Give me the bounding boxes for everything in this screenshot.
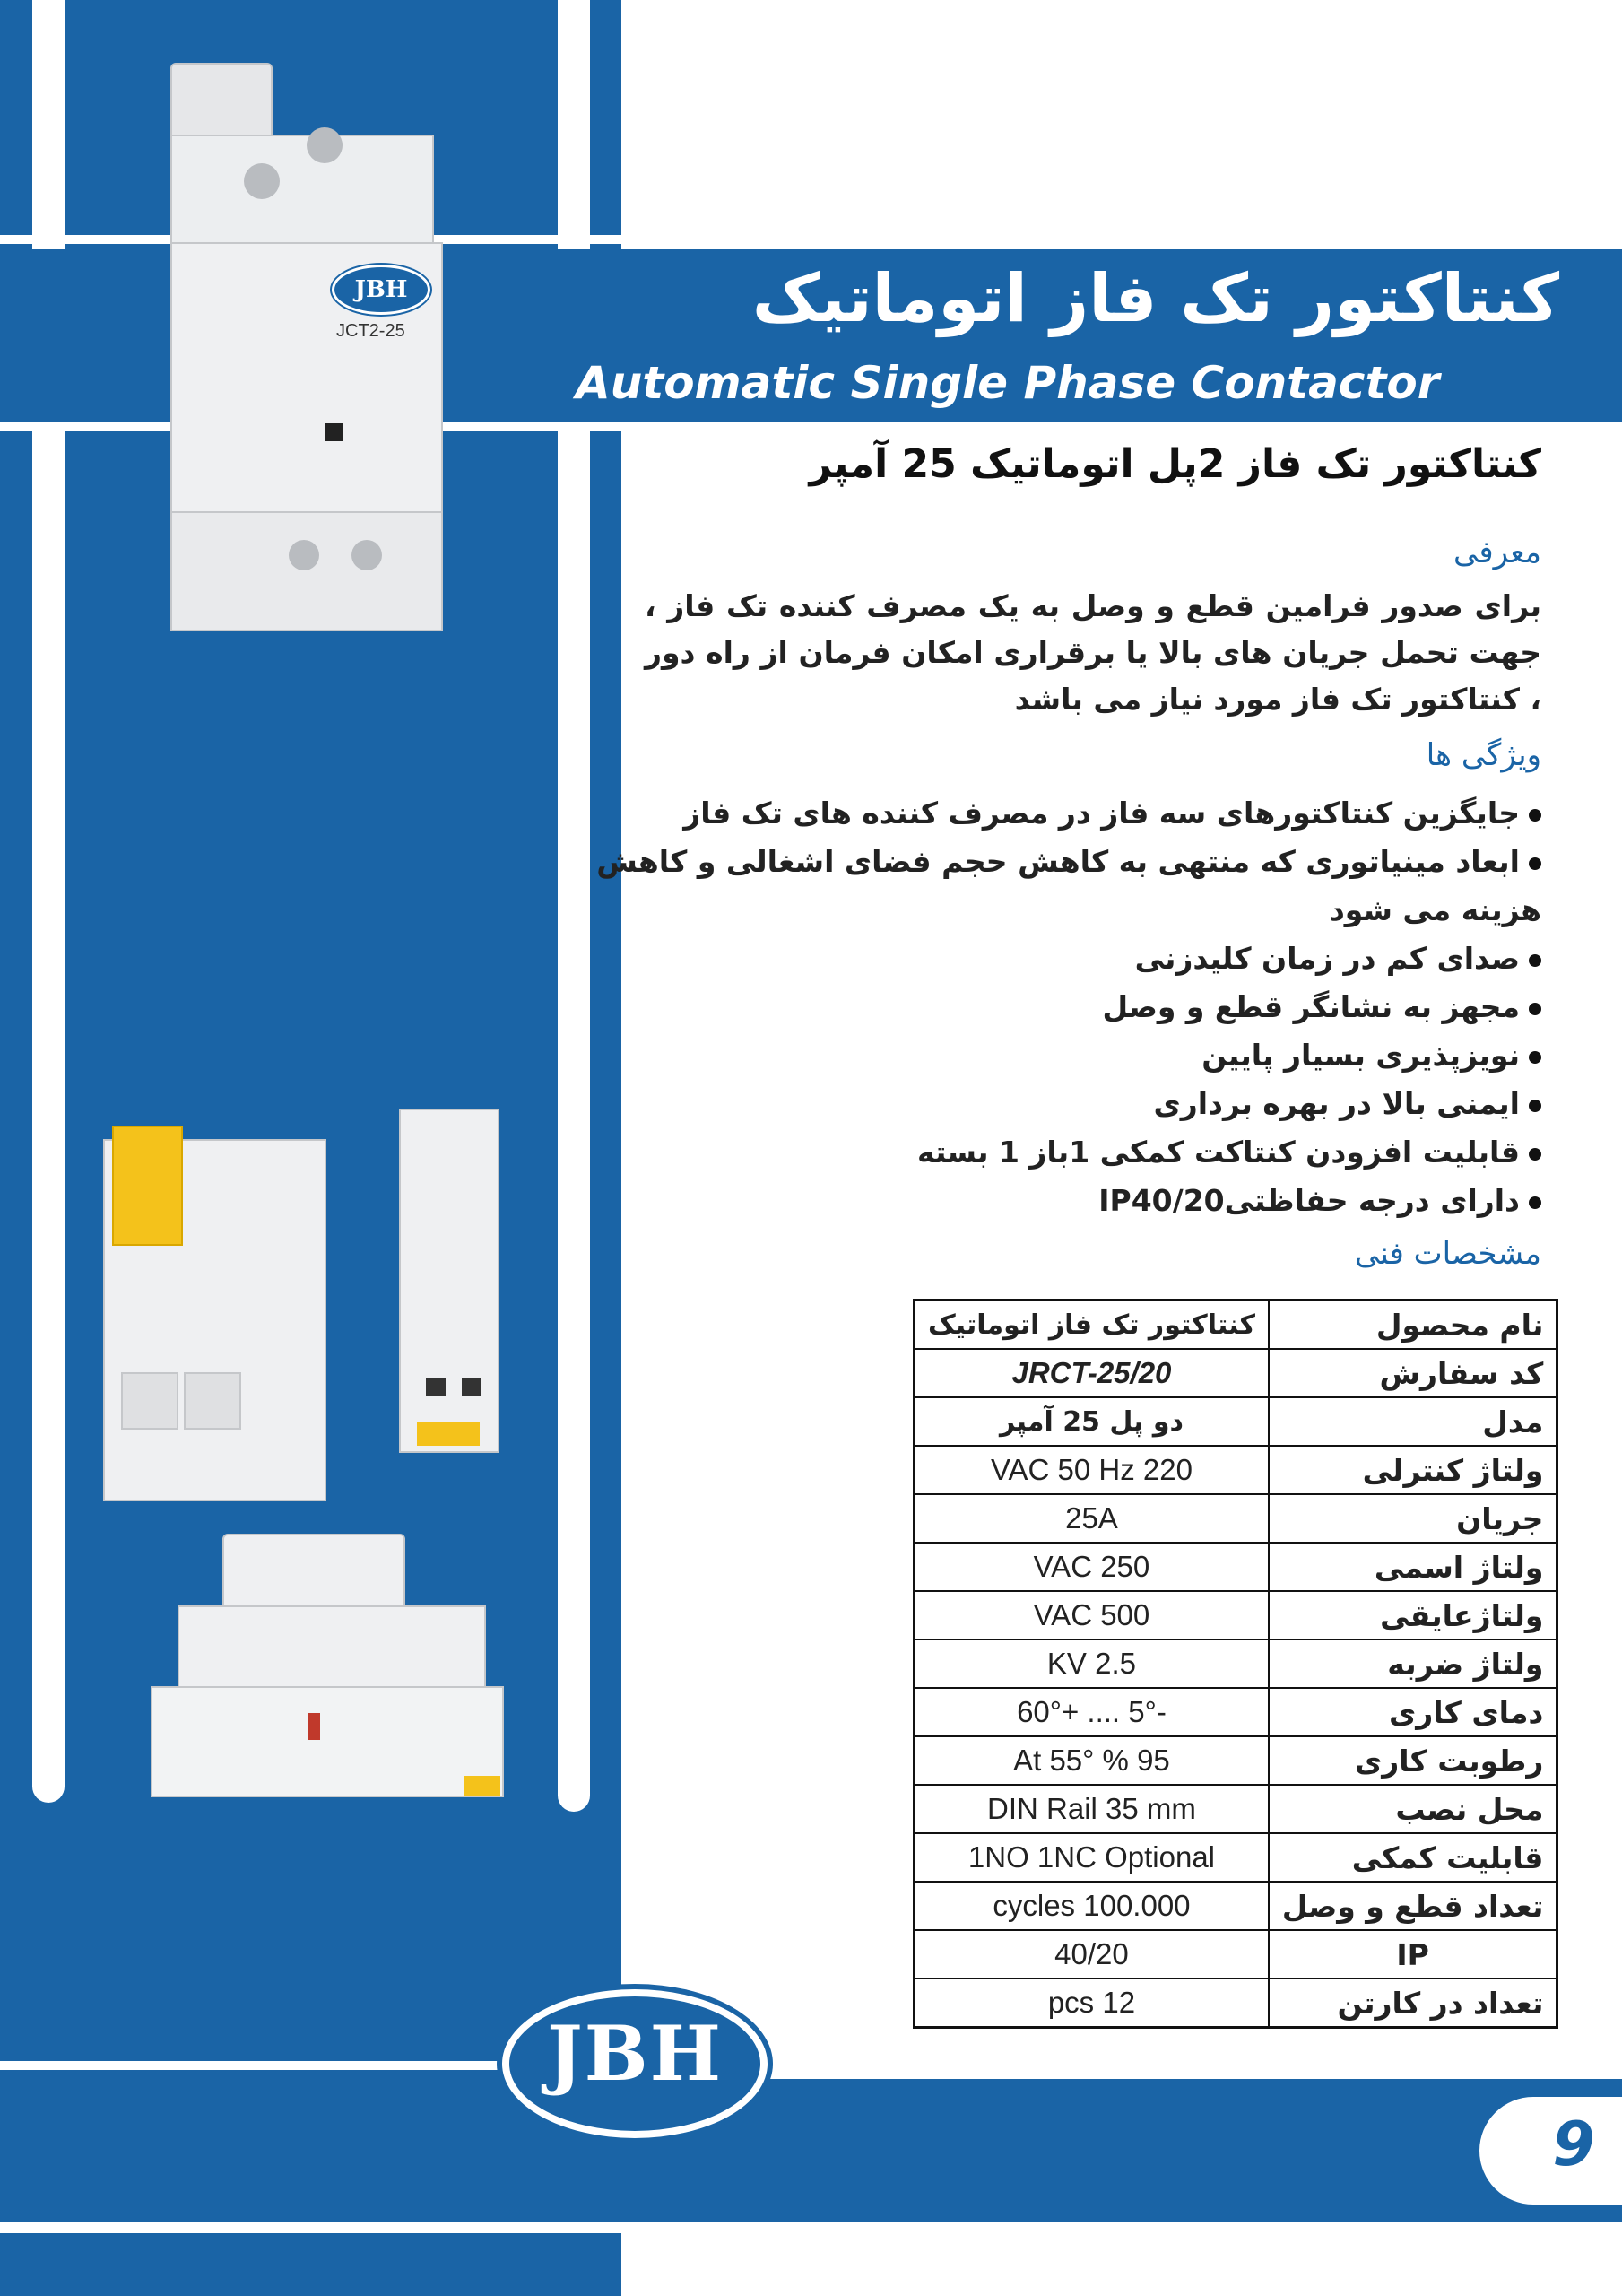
brand-logo-text: JBH bbox=[546, 2009, 724, 2098]
intro-paragraph: برای صدور فرامین قطع و وصل به یک مصرف کننده تک فاز ، جهت تحمل جریان های بالا یا برقراری امکان فرمان از راه دور ، کنتاکتور تک فاز مورد نیاز می باشد bbox=[645, 588, 1541, 717]
spec-table bbox=[913, 1299, 1558, 2029]
table-row bbox=[915, 1591, 1557, 1639]
footer-low-band bbox=[0, 2233, 621, 2296]
table-row bbox=[915, 1688, 1557, 1736]
device-brand-badge bbox=[332, 265, 430, 315]
spec-key: محل نصب bbox=[1269, 1785, 1557, 1833]
spec-value: 40/20 bbox=[915, 1930, 1269, 1979]
feature-item: صدای کم در زمان کلیدزنی bbox=[555, 935, 1541, 983]
feature-item: مجهز به نشانگر قطع و وصل bbox=[555, 983, 1541, 1031]
table-row bbox=[915, 1639, 1557, 1688]
page-title-english: Automatic Single Phase Contactor bbox=[576, 357, 1440, 409]
spec-key: ولتاژ ضربه bbox=[1269, 1639, 1557, 1688]
feature-item: ابعاد مینیاتوری که منتهی به کاهش حجم فضای اشغالی و کاهش هزینه می شود bbox=[596, 844, 1541, 927]
terminal-block-top bbox=[170, 135, 434, 246]
features-heading: ویژگی ها bbox=[1426, 737, 1541, 773]
bullet-icon bbox=[1529, 809, 1541, 822]
spec-key: دمای کاری bbox=[1269, 1688, 1557, 1736]
spec-value: DIN Rail 35 mm bbox=[915, 1785, 1269, 1833]
spec-value: JRCT-25/20 bbox=[915, 1349, 1269, 1397]
spec-key: IP bbox=[1269, 1930, 1557, 1979]
spec-key: تعداد قطع و وصل bbox=[1269, 1882, 1557, 1930]
spec-key: قابلیت کمکی bbox=[1269, 1833, 1557, 1882]
table-row bbox=[915, 1349, 1557, 1397]
bullet-icon bbox=[1529, 1196, 1541, 1209]
contactor-bottom-image bbox=[151, 1534, 505, 1803]
page-number: 9 bbox=[1552, 2109, 1595, 2180]
spec-value: 220 VAC 50 Hz bbox=[915, 1446, 1269, 1494]
table-row bbox=[915, 1494, 1557, 1543]
spec-key: کد سفارش bbox=[1269, 1349, 1557, 1397]
feature-item: ایمنی بالا در بهره برداری bbox=[555, 1080, 1541, 1128]
contactor-angled-image bbox=[103, 1103, 327, 1498]
specs-heading: مشخصات فنی bbox=[1354, 1236, 1541, 1272]
spec-key: مدل bbox=[1269, 1397, 1557, 1446]
feature-item: دارای درجه حفاظتیIP40/20 bbox=[555, 1177, 1541, 1225]
contactor-front-image bbox=[170, 63, 439, 628]
spec-value: 95 % At 55° bbox=[915, 1736, 1269, 1785]
spec-key: نام محصول bbox=[1269, 1300, 1557, 1350]
spec-key: تعداد در کارتن bbox=[1269, 1979, 1557, 2028]
page-title-persian: کنتاکتور تک فاز اتوماتیک bbox=[751, 260, 1559, 337]
terminal-block-bottom bbox=[170, 511, 443, 631]
feature-item: جایگزین کنتاکتورهای سه فاز در مصرف کننده های تک فاز bbox=[555, 789, 1541, 838]
bullet-icon bbox=[1529, 954, 1541, 967]
footer-bottom-line bbox=[0, 2222, 1622, 2233]
spec-value: 100.000 cycles bbox=[915, 1882, 1269, 1930]
table-row bbox=[915, 1300, 1557, 1350]
bullet-icon bbox=[1529, 1003, 1541, 1015]
table-row bbox=[915, 1833, 1557, 1882]
spec-key: ولتاژعایقی bbox=[1269, 1591, 1557, 1639]
bullet-icon bbox=[1529, 1100, 1541, 1112]
table-row bbox=[915, 1785, 1557, 1833]
product-name: کنتاکتور تک فاز 2پل اتوماتیک 25 آمپر bbox=[809, 441, 1541, 487]
footer-band bbox=[0, 2079, 1622, 2222]
spec-key: رطوبت کاری bbox=[1269, 1736, 1557, 1785]
device-model-label: JCT2-25 bbox=[336, 321, 405, 341]
bullet-icon bbox=[1529, 1148, 1541, 1161]
table-row bbox=[915, 1543, 1557, 1591]
feature-item: قابلیت افزودن کنتاکت کمکی 1باز 1 بسته bbox=[555, 1128, 1541, 1177]
spec-value: 500 VAC bbox=[915, 1591, 1269, 1639]
spec-value: دو پل 25 آمپر bbox=[915, 1397, 1269, 1446]
features-list bbox=[555, 789, 1541, 1225]
spec-key: جریان bbox=[1269, 1494, 1557, 1543]
table-row bbox=[915, 1979, 1557, 2028]
bullet-icon bbox=[1529, 857, 1541, 870]
spec-value: 2.5 KV bbox=[915, 1639, 1269, 1688]
contactor-side-image bbox=[399, 1109, 499, 1454]
feature-item: نویزپذیری بسیار پایین bbox=[555, 1031, 1541, 1080]
spec-value: 1NO 1NC Optional bbox=[915, 1833, 1269, 1882]
table-row bbox=[915, 1930, 1557, 1979]
bullet-icon bbox=[1529, 1051, 1541, 1064]
table-row bbox=[915, 1882, 1557, 1930]
spec-value: 12 pcs bbox=[915, 1979, 1269, 2028]
spec-key: ولتاژ اسمی bbox=[1269, 1543, 1557, 1591]
table-row bbox=[915, 1736, 1557, 1785]
intro-heading: معرفی bbox=[1453, 535, 1541, 570]
device-brand-text: JBH bbox=[354, 276, 408, 303]
spec-value: -5° .... +60° bbox=[915, 1688, 1269, 1736]
table-row bbox=[915, 1397, 1557, 1446]
table-row bbox=[915, 1446, 1557, 1494]
spec-key: ولتاژ کنترلی bbox=[1269, 1446, 1557, 1494]
spec-value: 25A bbox=[915, 1494, 1269, 1543]
spec-value: 250 VAC bbox=[915, 1543, 1269, 1591]
footer-divider bbox=[0, 2061, 1622, 2070]
spec-value: کنتاکتور تک فاز اتوماتیک bbox=[915, 1300, 1269, 1350]
